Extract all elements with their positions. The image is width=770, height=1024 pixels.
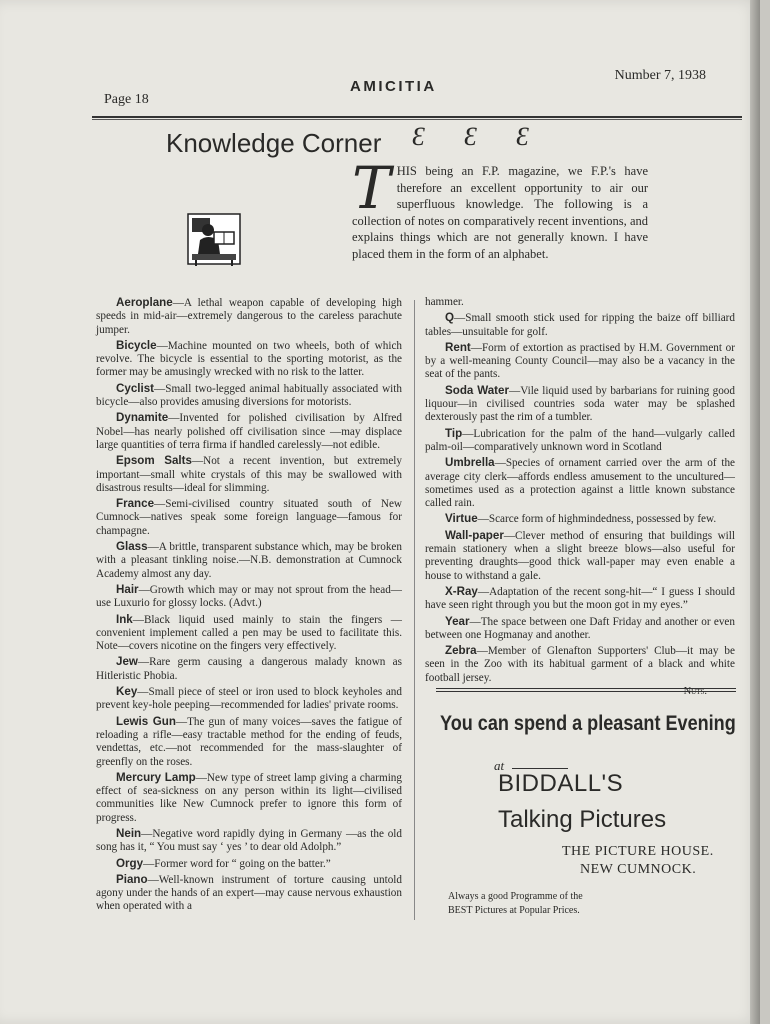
entry-term: Umbrella [445, 456, 495, 470]
entry-text: —Black liquid used mainly to stain the fingers —convenient implement called a pen may be used to facilitate this. Note—covers nicotine on the fingers very effectively. [96, 613, 402, 653]
glossary-entry [425, 456, 735, 510]
ornament-1: Ɛ [412, 122, 425, 151]
header-rule-thin [92, 119, 742, 120]
ad-venue-line-2: NEW CUMNOCK. [580, 862, 697, 877]
entry-term: Jew [116, 655, 138, 669]
entry-text: —Rare germ causing a dangerous malady known as Hitleristic Phobia. [96, 656, 402, 682]
entry-text: —Invented for polished civilisation by Alfred Nobel—has nearly polished off civilisation since —may displace large quantities of terra firma if handled carelessly—not edible. [96, 412, 402, 451]
entry-term: Bicycle [116, 338, 157, 352]
glossary-entry [96, 827, 402, 855]
glossary-entry [96, 454, 402, 495]
ornament-3: Ɛ [516, 122, 529, 151]
ad-small-print [448, 890, 638, 918]
ad-subtitle: Talking Pictures [498, 806, 667, 833]
entry-term: Ink [116, 612, 133, 626]
entry-text: —Negative word rapidly dying in Germany —as the old song has it, “ You must say ‘ yes ’ to dear old Adolph.” [96, 827, 402, 854]
entry-term: France [116, 497, 155, 511]
entry-term: Epsom Salts [116, 454, 192, 468]
entry-text: —Form of extortion as practised by H.M. Government or by a well-meaning County Council—may also be a vacancy in the seat of the pants. [425, 341, 735, 381]
ad-small-line-1: Always a good Programme of the [448, 891, 583, 902]
ornament-2: Ɛ [464, 122, 477, 151]
entry-text: —The gun of many voices—saves the fatigue of reloading a rifle—easy tractable method for the ending of feuds, vendettas, etc.—not recommended for the mass-slaughter of greenfly on the roses. [96, 715, 402, 768]
glossary-entry [96, 411, 402, 452]
entry-text: —The space between one Daft Friday and another or even between one Hogmanay and another. [425, 615, 735, 641]
entry-text: —Small piece of steel or iron used to block keyholes and prevent key-hole peeping—recommended for ladies' private rooms. [96, 686, 402, 712]
glossary-entry [425, 529, 735, 583]
entry-text: —Scarce form of highmindedness, possessed by few. [477, 513, 717, 526]
header-rule [92, 116, 742, 118]
entry-term: Rent [445, 340, 471, 354]
entry-term: Wall-paper [445, 528, 504, 542]
entry-term: Year [445, 614, 470, 628]
glossary-entry [425, 585, 735, 613]
glossary-entry [96, 857, 402, 871]
page-number: Page 18 [104, 92, 149, 107]
entry-text: —Small two-legged animal habitually associated with bicycle—also provides amusing diversions for motorists. [96, 382, 402, 409]
entry-term: Soda Water [445, 383, 509, 397]
glossary-entry [425, 311, 735, 339]
entry-text: —Adaptation of the recent song-hit—“ I guess I should have seen right through you but the moon got in my eyes.” [425, 585, 735, 612]
entry-term: Virtue [445, 512, 478, 526]
entry-term: Lewis Gun [116, 714, 176, 728]
glossary-entry [96, 382, 402, 410]
glossary-entry [96, 339, 402, 380]
entry-term: Orgy [116, 856, 144, 870]
glossary-entry [96, 497, 402, 538]
page-edge-shadow [750, 0, 760, 1024]
entry-text: —A brittle, transparent substance which, may be broken with a pleasant tinkling noise.—N.B. demonstration at Cumnock Academy almost any day. [96, 541, 402, 580]
ad-cinema-name: BIDDALL'S [498, 770, 624, 797]
entry-term: Cyclist [116, 381, 155, 395]
column-divider [414, 300, 415, 920]
ad-small-line-2: BEST Pictures at Popular Prices. [448, 905, 580, 916]
article-title: Knowledge Corner [166, 128, 382, 158]
entry-text: —Former word for “ going on the batter.” [143, 857, 331, 870]
entry-term: Mercury Lamp [116, 770, 196, 784]
reading-figure-illustration [186, 210, 242, 268]
glossary-entry [96, 613, 402, 654]
ad-top-rule [436, 688, 736, 689]
entry-text: —Clever method of ensuring that buildings will remain stationery when a slight breeze blows—also useful for preventing draughts—good thick wall-paper may even enable a house to withstand a gale. [425, 529, 735, 582]
glossary-entry [425, 644, 735, 685]
entry-term: Tip [445, 426, 463, 440]
entry-term: Nein [116, 826, 142, 840]
entry-text: —Species of ornament carried over the arm of the average city clerk—affords endless amusement to the uncultured—sometimes used as a protection against a little known substance called rain. [425, 457, 735, 510]
entry-text: —New type of street lamp giving a charming effect of sea-sickness on any person within its light—civilised communities like New Cumnock prefer to ignore this form of progress. [96, 771, 402, 824]
entry-text: —Semi-civilised country situated south of New Cumnock—natives speak some foreign language—famous for champagne. [96, 498, 402, 537]
glossary-entry [425, 341, 735, 382]
ad-headline: You can spend a pleasant Evening [440, 712, 736, 735]
issue-number: Number 7, 1938 [614, 68, 706, 83]
glossary-entry [96, 655, 402, 683]
drop-cap: T [352, 154, 391, 222]
ad-venue-line-1: THE PICTURE HOUSE. [562, 844, 714, 859]
entry-term: Q [445, 311, 455, 325]
author-signature: Nuts. [683, 686, 707, 698]
entry-text: —Small smooth stick used for ripping the baize off billiard tables—unsuitable for golf. [425, 312, 735, 338]
right-column [425, 296, 735, 709]
glossary-entry [96, 715, 402, 769]
glossary-entry [425, 427, 735, 455]
glossary-entry [96, 771, 402, 825]
entry-text: —Machine mounted on two wheels, both of which revolve. The bicycle is essential to the sporting motorist, as the former may be amusingly wrecked with no risk to the latter. [96, 339, 402, 379]
entry-text: —A lethal weapon capable of developing high speeds in mid-air—extremely dangerous to the careless parachute jumper. [96, 297, 402, 336]
entry-term: Zebra [445, 644, 477, 658]
glossary-entry [96, 583, 402, 611]
entry-term: Dynamite [116, 411, 169, 425]
glossary-entry [425, 384, 735, 425]
magazine-title: AMICITIA [350, 78, 437, 95]
entry-text: —Growth which may or may not sprout from the head—use Luxurio for glossy locks. (Advt.) [96, 583, 402, 610]
page-header [92, 60, 744, 120]
glossary-entry [96, 296, 402, 337]
glossary-entry [425, 512, 735, 526]
entry-text: —Well-known instrument of torture causing untold agony under the hands of an expert—may cause nervous exhaustion when operated with a [96, 873, 402, 913]
glossary-entry [96, 685, 402, 713]
entry-text: —Lubrication for the palm of the hand—vulgarly called palm-oil—comparatively unknown word in Scotland [425, 427, 735, 453]
ad-at-underline [512, 768, 568, 769]
entry-text: —Member of Glenafton Supporters' Club—it may be seen in the Zoo with its habitual garment of a black and white football jersey. [425, 645, 735, 684]
glossary-entry [96, 873, 402, 914]
entry-term: Aeroplane [116, 296, 173, 309]
entry-term: X-Ray [445, 584, 478, 598]
entry-text: —Not a recent invention, but extremely important—small white crystals of this may be swallowed with disastrous results—ideal for slimming. [96, 455, 402, 494]
continued-text: hammer. [425, 296, 464, 308]
entry-term: Key [116, 685, 138, 699]
ad-at-word: at [494, 758, 505, 773]
left-column [96, 296, 402, 916]
intro-text: HIS being an F.P. magazine, we F.P.'s have therefore an excellent opportunity to air our superfluous knowledge. The following is a collection of notes on comparatively recent inventions, and explains things which are not generally known. I have placed them in the form of an alphabet. [352, 164, 648, 261]
ad-top-rule-2 [436, 691, 736, 692]
glossary-entry [425, 615, 735, 643]
entry-term: Piano [116, 872, 148, 886]
entry-term: Hair [116, 582, 139, 596]
intro-paragraph [352, 154, 648, 262]
glossary-entry [96, 540, 402, 581]
entry-text: —Vile liquid used by barbarians for ruining good liquour—in civilised countries soda water may be splashed dexterously past the rim of a tumbler. [425, 384, 735, 424]
entry-term: Glass [116, 540, 148, 554]
